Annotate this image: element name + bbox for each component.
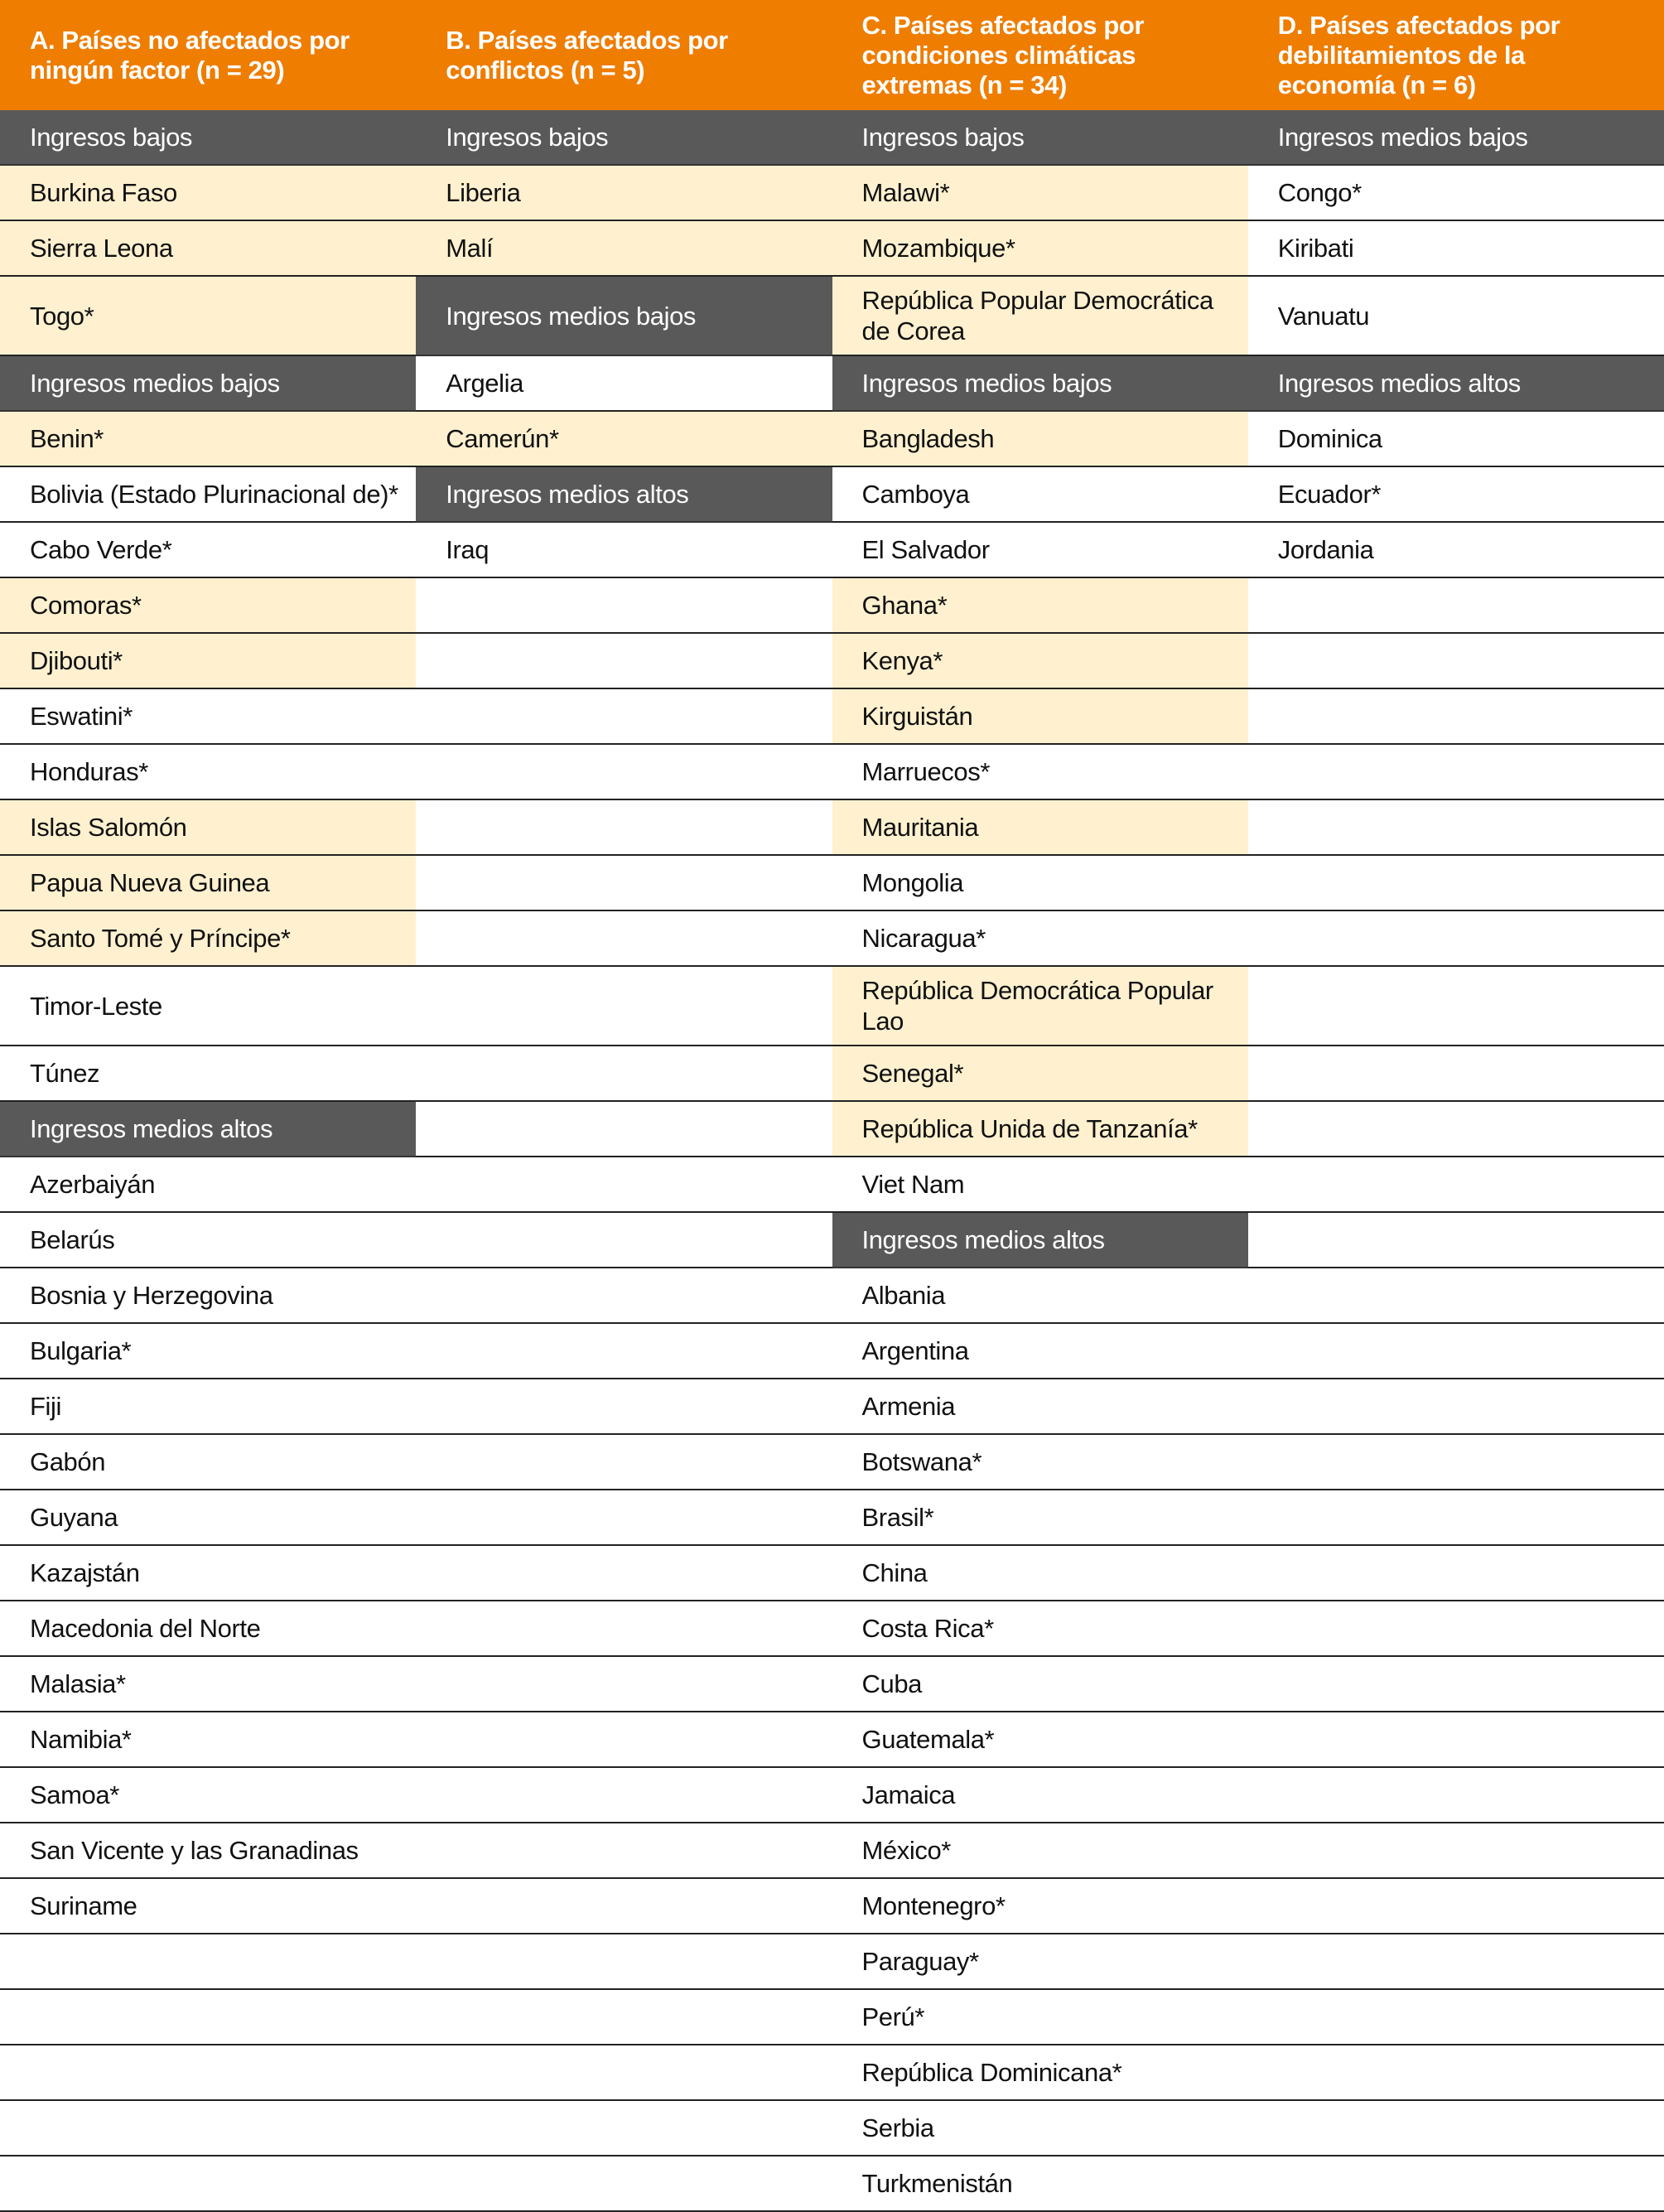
country-cell-c: Ghana*	[832, 577, 1248, 633]
country-cell-b: Liberia	[416, 165, 832, 220]
country-cell-a: Bulgaria*	[0, 1323, 416, 1379]
country-cell-c: República Dominicana*	[832, 2045, 1248, 2100]
empty-cell	[416, 1379, 832, 1434]
empty-cell	[416, 1823, 832, 1878]
table-row	[0, 1712, 1664, 1767]
country-cell-d: Congo*	[1248, 165, 1664, 220]
country-cell-a: Bosnia y Herzegovina	[0, 1268, 416, 1323]
table-row	[0, 966, 1664, 1046]
empty-cell	[416, 855, 832, 910]
income-group-header: Ingresos medios bajos	[832, 355, 1248, 411]
country-cell-a: Timor-Leste	[0, 966, 416, 1046]
empty-cell	[0, 2045, 416, 2100]
country-cell-a: Comoras*	[0, 577, 416, 633]
empty-cell	[1248, 2045, 1664, 2100]
country-cell-a: Azerbaiyán	[0, 1157, 416, 1212]
empty-cell	[1248, 910, 1664, 966]
empty-cell	[1248, 1823, 1664, 1878]
country-cell-c: Nicaragua*	[832, 910, 1248, 966]
country-cell-a: Samoa*	[0, 1767, 416, 1823]
empty-cell	[416, 1157, 832, 1212]
table-row	[0, 744, 1664, 799]
table-row	[0, 2100, 1664, 2156]
column-header-a: A. Países no afectados por ningún factor (n = 29)	[0, 0, 416, 110]
country-cell-c: Armenia	[832, 1379, 1248, 1434]
country-cell-a: Honduras*	[0, 744, 416, 799]
table-row	[0, 220, 1664, 276]
table-row	[0, 577, 1664, 633]
country-cell-a: Belarús	[0, 1212, 416, 1268]
country-cell-c: Bangladesh	[832, 411, 1248, 466]
country-cell-c: Albania	[832, 1268, 1248, 1323]
table-row	[0, 1545, 1664, 1601]
country-cell-a: Bolivia (Estado Plurinacional de)*	[0, 466, 416, 522]
empty-cell	[416, 1934, 832, 1989]
table-row	[0, 276, 1664, 355]
empty-cell	[416, 1656, 832, 1712]
table-row	[0, 1934, 1664, 1989]
country-cell-a: Togo*	[0, 276, 416, 355]
country-cell-c: Costa Rica*	[832, 1601, 1248, 1656]
country-cell-a: Macedonia del Norte	[0, 1601, 416, 1656]
country-cell-d: Dominica	[1248, 411, 1664, 466]
empty-cell	[1248, 1046, 1664, 1101]
empty-cell	[416, 2156, 832, 2211]
country-cell-c: Paraguay*	[832, 1934, 1248, 1989]
empty-cell	[416, 577, 832, 633]
country-cell-d: Vanuatu	[1248, 276, 1664, 355]
empty-cell	[416, 744, 832, 799]
country-cell-c: Guatemala*	[832, 1712, 1248, 1767]
country-cell-a: Kazajstán	[0, 1545, 416, 1601]
country-cell-b: Iraq	[416, 522, 832, 577]
empty-cell	[416, 966, 832, 1046]
country-cell-c: Cuba	[832, 1656, 1248, 1712]
country-cell-a: Burkina Faso	[0, 165, 416, 220]
table-row	[0, 1434, 1664, 1490]
country-cell-a: Namibia*	[0, 1712, 416, 1767]
country-cell-a: Benin*	[0, 411, 416, 466]
country-cell-c: Argentina	[832, 1323, 1248, 1379]
country-cell-c: República Popular Democrática de Corea	[832, 276, 1248, 355]
empty-cell	[1248, 1656, 1664, 1712]
country-cell-a: Djibouti*	[0, 633, 416, 688]
table-row	[0, 1379, 1664, 1434]
country-cell-c: Mozambique*	[832, 220, 1248, 276]
country-cell-d: Kiribati	[1248, 220, 1664, 276]
table-row	[0, 2156, 1664, 2211]
table-row	[0, 1656, 1664, 1712]
table-row	[0, 1323, 1664, 1379]
empty-cell	[1248, 1434, 1664, 1490]
empty-cell	[1248, 855, 1664, 910]
country-cell-c: Jamaica	[832, 1767, 1248, 1823]
country-cell-d: Jordania	[1248, 522, 1664, 577]
table-row	[0, 1989, 1664, 2045]
income-group-header: Ingresos bajos	[416, 110, 832, 165]
empty-cell	[1248, 799, 1664, 855]
country-cell-a: Eswatini*	[0, 688, 416, 744]
country-cell-a: Túnez	[0, 1046, 416, 1101]
empty-cell	[1248, 1989, 1664, 2045]
empty-cell	[0, 1934, 416, 1989]
table-row	[0, 1046, 1664, 1101]
country-cell-a: Fiji	[0, 1379, 416, 1434]
country-cell-c: Camboya	[832, 466, 1248, 522]
column-header-c: C. Países afectados por condiciones climáticas extremas (n = 34)	[832, 0, 1248, 110]
table-body	[0, 110, 1664, 2211]
empty-cell	[1248, 2100, 1664, 2156]
table-row	[0, 1601, 1664, 1656]
country-cell-a: Malasia*	[0, 1656, 416, 1712]
table-row	[0, 110, 1664, 165]
income-group-header: Ingresos bajos	[832, 110, 1248, 165]
table-row	[0, 688, 1664, 744]
empty-cell	[416, 1490, 832, 1545]
country-cell-c: El Salvador	[832, 522, 1248, 577]
table-row	[0, 1268, 1664, 1323]
empty-cell	[1248, 688, 1664, 744]
table-row	[0, 522, 1664, 577]
country-cell-c: Viet Nam	[832, 1157, 1248, 1212]
country-cell-a: Papua Nueva Guinea	[0, 855, 416, 910]
empty-cell	[0, 2100, 416, 2156]
table-row	[0, 1767, 1664, 1823]
country-cell-a: Santo Tomé y Príncipe*	[0, 910, 416, 966]
empty-cell	[1248, 577, 1664, 633]
empty-cell	[416, 1101, 832, 1157]
empty-cell	[1248, 1934, 1664, 1989]
income-group-header: Ingresos bajos	[0, 110, 416, 165]
country-cell-b: Argelia	[416, 355, 832, 411]
table-row	[0, 1823, 1664, 1878]
empty-cell	[1248, 744, 1664, 799]
empty-cell	[416, 688, 832, 744]
empty-cell	[416, 1268, 832, 1323]
table-row	[0, 1490, 1664, 1545]
country-cell-a: Cabo Verde*	[0, 522, 416, 577]
empty-cell	[1248, 1878, 1664, 1934]
empty-cell	[1248, 1379, 1664, 1434]
column-header-d: D. Países afectados por debilitamientos de la economía (n = 6)	[1248, 0, 1664, 110]
empty-cell	[416, 910, 832, 966]
country-cell-a: Sierra Leona	[0, 220, 416, 276]
country-cell-c: Kenya*	[832, 633, 1248, 688]
empty-cell	[1248, 1268, 1664, 1323]
country-cell-b: Malí	[416, 220, 832, 276]
country-cell-c: China	[832, 1545, 1248, 1601]
empty-cell	[1248, 1767, 1664, 1823]
country-cell-c: Mongolia	[832, 855, 1248, 910]
empty-cell	[416, 1989, 832, 2045]
empty-cell	[416, 799, 832, 855]
country-cell-c: Malawi*	[832, 165, 1248, 220]
country-cell-a: San Vicente y las Granadinas	[0, 1823, 416, 1878]
table-row	[0, 1212, 1664, 1268]
empty-cell	[416, 1545, 832, 1601]
empty-cell	[0, 1989, 416, 2045]
column-header-b: B. Países afectados por conflictos (n = 5)	[416, 0, 832, 110]
income-group-header: Ingresos medios altos	[1248, 355, 1664, 411]
empty-cell	[416, 1601, 832, 1656]
empty-cell	[1248, 1157, 1664, 1212]
income-group-header: Ingresos medios altos	[0, 1101, 416, 1157]
country-cell-a: Gabón	[0, 1434, 416, 1490]
income-group-header: Ingresos medios altos	[832, 1212, 1248, 1268]
empty-cell	[1248, 1712, 1664, 1767]
empty-cell	[1248, 1545, 1664, 1601]
table-row	[0, 855, 1664, 910]
country-cell-c: República Unida de Tanzanía*	[832, 1101, 1248, 1157]
country-cell-c: Montenegro*	[832, 1878, 1248, 1934]
empty-cell	[416, 1712, 832, 1767]
empty-cell	[416, 1046, 832, 1101]
country-cell-c: Serbia	[832, 2100, 1248, 2156]
empty-cell	[1248, 966, 1664, 1046]
income-group-header: Ingresos medios altos	[416, 466, 832, 522]
empty-cell	[416, 2100, 832, 2156]
country-cell-a: Suriname	[0, 1878, 416, 1934]
country-cell-c: Turkmenistán	[832, 2156, 1248, 2211]
empty-cell	[0, 2156, 416, 2211]
table-row	[0, 910, 1664, 966]
country-cell-c: México*	[832, 1823, 1248, 1878]
country-cell-c: Senegal*	[832, 1046, 1248, 1101]
table-row	[0, 411, 1664, 466]
country-cell-c: Perú*	[832, 1989, 1248, 2045]
country-cell-c: Marruecos*	[832, 744, 1248, 799]
empty-cell	[1248, 1212, 1664, 1268]
country-cell-b: Camerún*	[416, 411, 832, 466]
empty-cell	[416, 1212, 832, 1268]
table-row	[0, 2045, 1664, 2100]
empty-cell	[416, 633, 832, 688]
empty-cell	[1248, 1601, 1664, 1656]
country-cell-d: Ecuador*	[1248, 466, 1664, 522]
empty-cell	[1248, 1101, 1664, 1157]
empty-cell	[1248, 2156, 1664, 2211]
country-cell-c: Botswana*	[832, 1434, 1248, 1490]
income-group-header: Ingresos medios bajos	[416, 276, 832, 355]
income-group-header: Ingresos medios bajos	[1248, 110, 1664, 165]
table-row	[0, 799, 1664, 855]
empty-cell	[416, 1878, 832, 1934]
country-cell-c: República Democrática Popular Lao	[832, 966, 1248, 1046]
table-row	[0, 355, 1664, 411]
empty-cell	[1248, 1490, 1664, 1545]
empty-cell	[1248, 633, 1664, 688]
empty-cell	[416, 2045, 832, 2100]
empty-cell	[416, 1323, 832, 1379]
empty-cell	[416, 1767, 832, 1823]
country-cell-c: Brasil*	[832, 1490, 1248, 1545]
country-cell-a: Islas Salomón	[0, 799, 416, 855]
table-header-row	[0, 0, 1664, 110]
empty-cell	[416, 1434, 832, 1490]
country-cell-c: Mauritania	[832, 799, 1248, 855]
table-row	[0, 633, 1664, 688]
empty-cell	[1248, 1323, 1664, 1379]
table-row	[0, 165, 1664, 220]
country-cell-c: Kirguistán	[832, 688, 1248, 744]
income-group-header: Ingresos medios bajos	[0, 355, 416, 411]
table-row	[0, 1157, 1664, 1212]
table-row	[0, 1878, 1664, 1934]
table-row	[0, 1101, 1664, 1157]
country-cell-a: Guyana	[0, 1490, 416, 1545]
table-row	[0, 466, 1664, 522]
